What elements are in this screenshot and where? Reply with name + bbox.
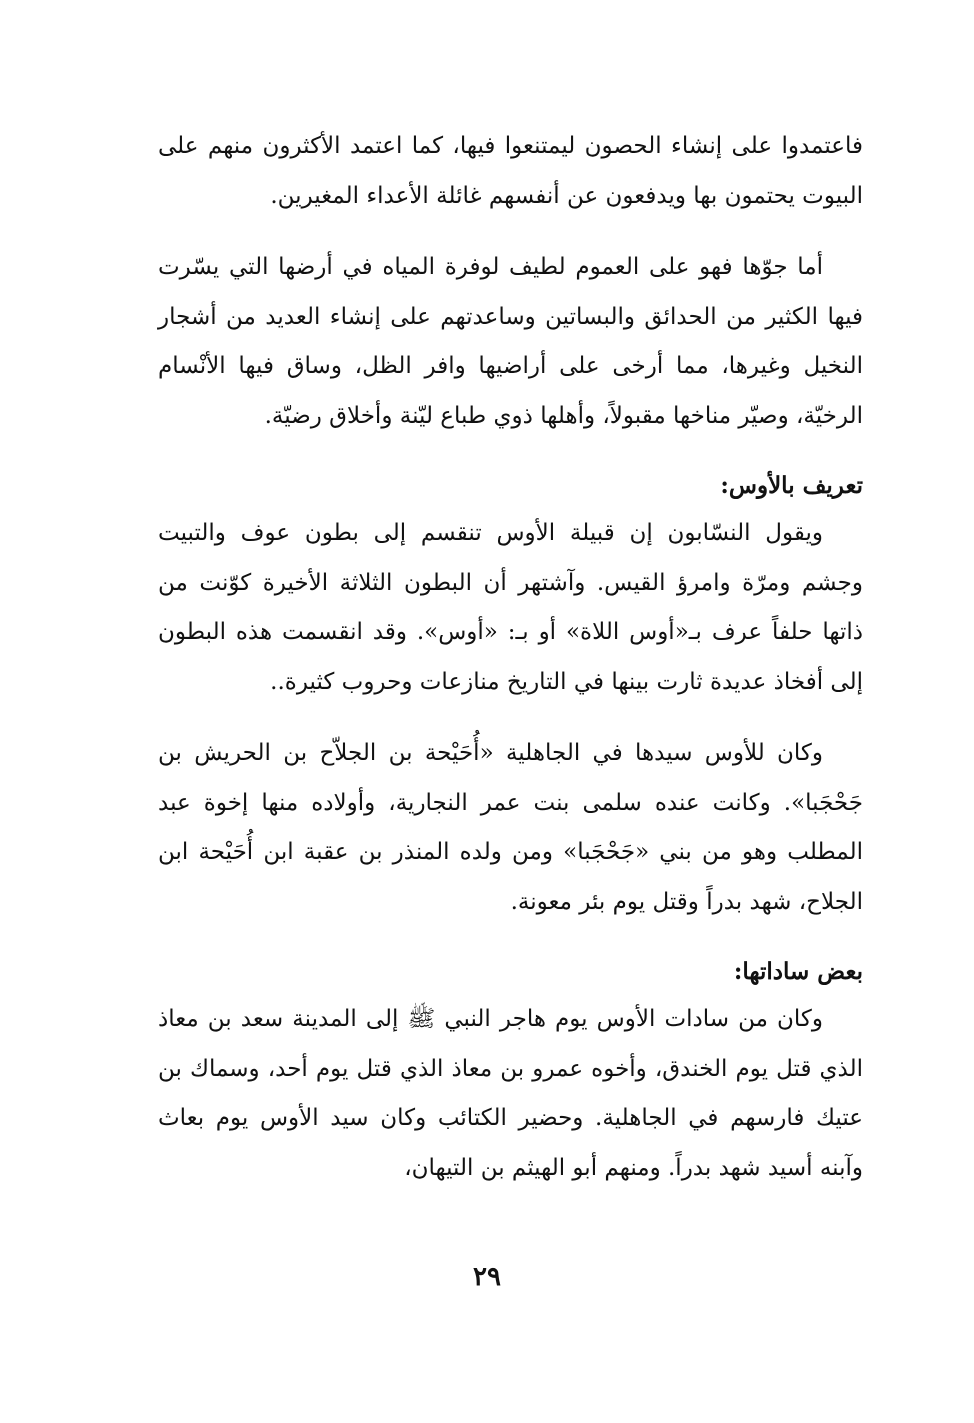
heading-aws-leaders: بعض ساداتها: bbox=[733, 958, 863, 985]
paragraph-aws-leaders: وكان من سادات الأوس يوم هاجر النبي ﷺ إلى المدينة سعد بن معاذ الذي قتل يوم الخندق، وأخوه عمرو بن معاذ الذي قتل يوم أحد، وسماك بن عتيك فارسهم في الجاهلية. وحضير الكتائب وكان سيد الأوس يوم بعاث وآبنه أسيد شهد بدراً. ومنهم أبو الهيثم بن التيهان، bbox=[158, 1006, 863, 1181]
paragraph-aws-clans: ويقول النسّابون إن قبيلة الأوس تنقسم إلى بطون عوف والتبيت وجشم ومرّة وامرؤ القيس. وآشتهر أن البطون الثلاثة الأخيرة كوّنت من ذاتها حلفاً عرف بـ«أوس اللاة» أو بـ: «أوس». وقد انقسمت هذه البطون إلى أفخاذ عديدة ثارت بينها في التاريخ منازعات وحروب كثيرة.. bbox=[158, 520, 863, 695]
body-text bbox=[158, 122, 863, 1215]
paragraph-aws-chief: وكان للأوس سيدها في الجاهلية «أُحَيْحة بن الجلاّح بن الحريش بن جَحْجَبا». وكانت عنده سلمى بنت عمر النجارية، وأولاده منها إخوة عبد المطلب وهو من بني «جَحْجَبا» ومن ولده المنذر بن عقبة ابن أُحَيْحة ابن الجلاح، شهد بدراً وقتل يوم بئر معونة. bbox=[158, 740, 863, 915]
heading-aws-definition: تعريف بالأوس: bbox=[720, 472, 863, 499]
page-number: ٢٩ bbox=[473, 1262, 501, 1292]
paragraph-climate: أما جوّها فهو على العموم لطيف لوفرة المياه في أرضها التي يسّرت فيها الكثير من الحدائق والبساتين وساعدتهم على إنشاء العديد من أشجار النخيل وغيرها، مما أرخى على أراضيها وافر الظل، وساق فيها الأنْسام الرخيّة، وصيّر مناخها مقبولاً، وأهلها ذوي طباع ليّنة وأخلاق رضيّة. bbox=[158, 254, 863, 429]
paragraph-fortresses: فاعتمدوا على إنشاء الحصون ليمتنعوا فيها، كما اعتمد الأكثرون منهم على البيوت يحتمون بها ويدفعون عن أنفسهم غائلة الأعداء المغيرين. bbox=[158, 133, 863, 209]
